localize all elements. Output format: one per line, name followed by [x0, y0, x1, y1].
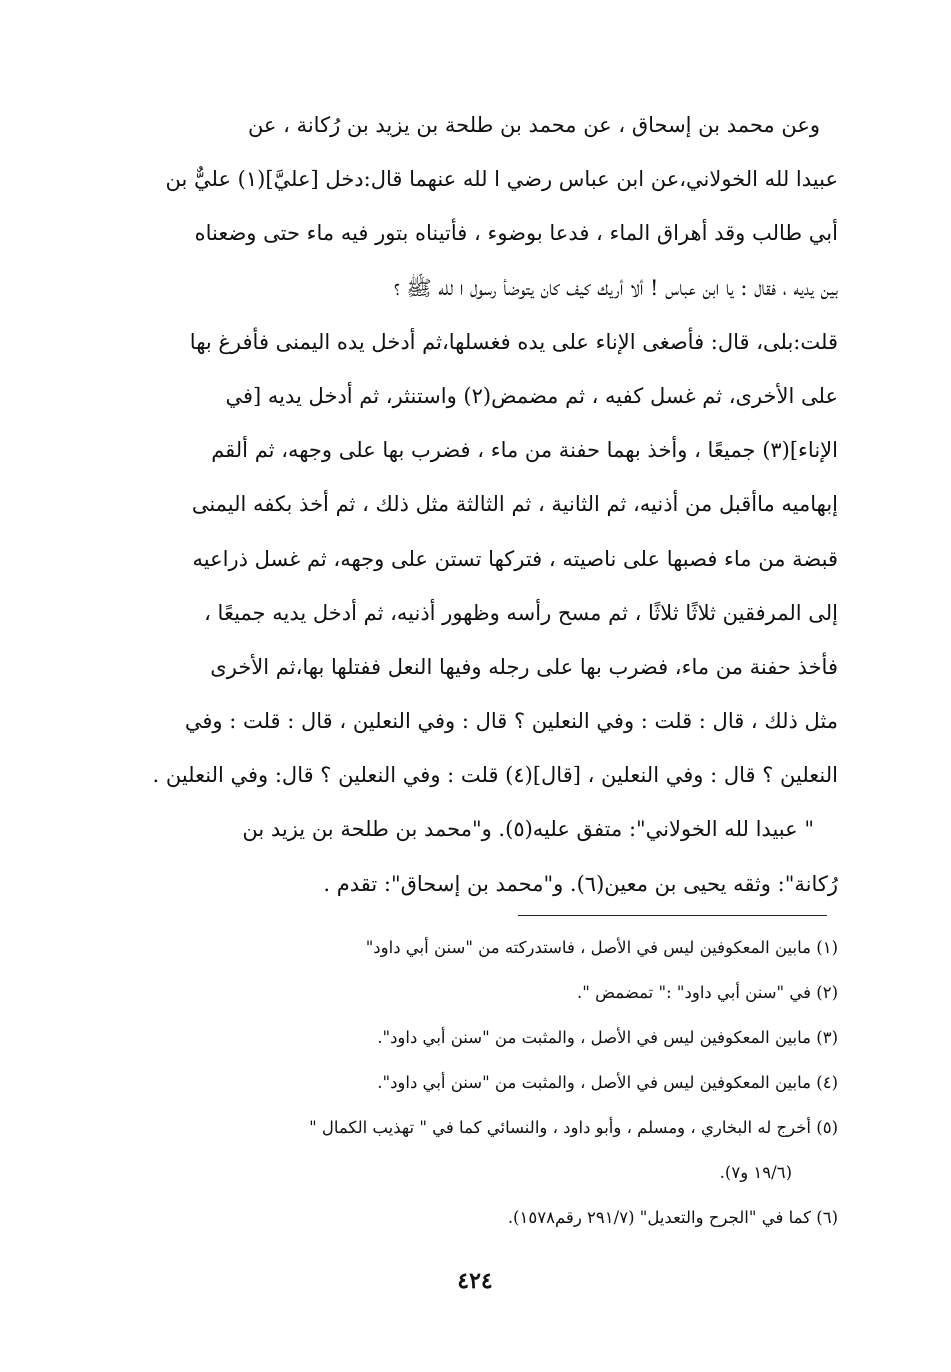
- footnote-2: (٢) في "سنن أبي داود" :" تمضمض ".: [577, 983, 838, 1002]
- text-line: وعن محمد بن إسحاق ، عن محمد بن طلحة بن يزيد بن رُكانة ، عن: [247, 113, 820, 137]
- text-line: مثل ذلك ، قال : قلت : وفي النعلين ؟ قال : وفي النعلين ، قال : قلت : وفي: [184, 709, 838, 734]
- text-line: بين يديه ، فقال : يا ابن عباس ! ألا أريك كيف كان يتوضأ رسول ا لله ﷺ ؟: [393, 275, 838, 300]
- text-line: رُكانة": وثقه يحيى بن معين(٦). و"محمد بن إسحاق": تقدم .: [323, 871, 838, 896]
- text-line: على الأخرى، ثم غسل كفيه ، ثم مضمض(٢) واستنثر، ثم أدخل يديه [في: [225, 383, 838, 408]
- footnote-5: (٥) أخرج له البخاري ، ومسلم ، وأبو داود ، والنسائي كما في " تهذيب الكمال ": [309, 1118, 838, 1137]
- text-line: قلت:بلى، قال: فأصغى الإناء على يده فغسلها،ثم أدخل يده اليمنى فأفرغ بها: [189, 329, 838, 354]
- footnote-4: (٤) مابين المعكوفين ليس في الأصل ، والمثبت من "سنن أبي داود".: [377, 1073, 838, 1092]
- main-text-block: [108, 98, 838, 911]
- text-line: " عبيدا لله الخولاني": متفق عليه(٥). و"محمد بن طلحة بن يزيد بن: [242, 817, 814, 842]
- text-line: إبهاميه ماأقبل من أذنيه، ثم الثانية ، ثم الثالثة مثل ذلك ، ثم أخذ بكفه اليمنى: [191, 492, 838, 517]
- footnote-separator: [518, 915, 827, 916]
- text-line: أبي طالب وقد أهراق الماء ، فدعا بوضوء ، فأتيناه بتور فيه ماء حتى وضعناه: [194, 221, 838, 246]
- text-line: الإناء](٣) جميعًا ، وأخذ بهما حفنة من ماء ، فضرب بها على وجهه، ثم ألقم: [211, 438, 838, 463]
- text-line: قبضة من ماء فصبها على ناصيته ، فتركها تستن على وجهه، ثم غسل ذراعيه: [192, 546, 838, 571]
- text-line: النعلين ؟ قال : وفي النعلين ، [قال](٤) قلت : وفي النعلين ؟ قال: وفي النعلين .: [152, 763, 838, 788]
- page-number: ٤٢٤: [457, 1268, 493, 1294]
- text-line: إلى المرفقين ثلاثًا ثلاثًا ، ثم مسح رأسه وظهور أذنيه، ثم أدخل يديه جميعًا ،: [204, 600, 838, 625]
- footnotes-block: [108, 925, 838, 1240]
- footnote-6: (٦) كما في "الجرح والتعديل" (٢٩١/٧ رقم١٥٧٨).: [507, 1208, 838, 1227]
- footnote-5-continuation: (١٩/٦ و٧).: [719, 1163, 792, 1182]
- text-line: عبيدا لله الخولاني،عن ابن عباس رضي ا لله عنهما قال:دخل [عليَّ](١) عليٌّ بن: [165, 167, 838, 192]
- text-line: فأخذ حفنة من ماء، فضرب بها على رجله وفيها النعل ففتلها بها،ثم الأخرى: [210, 654, 838, 679]
- footnote-1: (١) مابين المعكوفين ليس في الأصل ، فاستدركته من "سنن أبي داود": [365, 938, 838, 957]
- footnote-3: (٣) مابين المعكوفين ليس في الأصل ، والمثبت من "سنن أبي داود".: [377, 1028, 838, 1047]
